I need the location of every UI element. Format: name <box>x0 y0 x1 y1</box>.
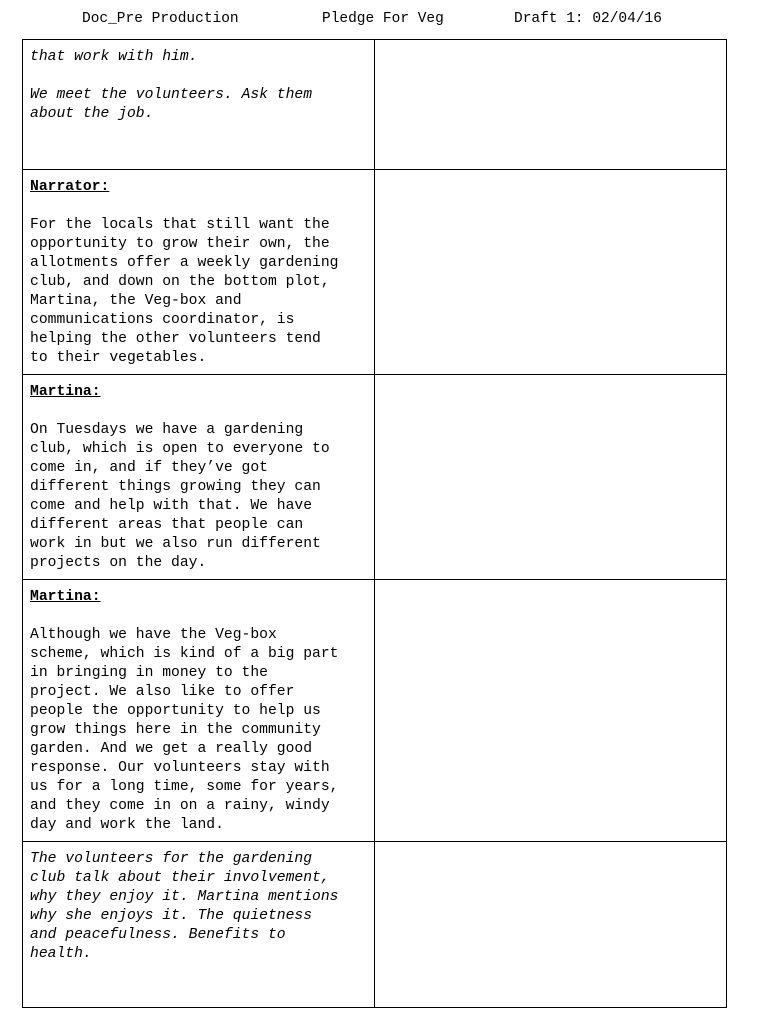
script-row <box>23 580 727 842</box>
speaker-label: Martina: <box>30 589 101 605</box>
speaker-label: Martina: <box>30 384 101 400</box>
script-row <box>23 375 727 580</box>
notes-cell <box>375 40 727 170</box>
direction-paragraph: The volunteers for the gardening club talk about their involvement, why they enjoy it. Martina mentions why she enjoys it. The quietness and peacefulness. Benefits to health. <box>30 851 339 962</box>
script-row <box>23 40 727 170</box>
direction-text <box>23 842 374 964</box>
direction-text <box>23 40 374 124</box>
script-row <box>23 842 727 1008</box>
dialogue-text: Although we have the Veg-box scheme, which is kind of a big part in bringing in money to the project. We also like to offer people the opportunity to help us grow things here in the community garden. And we get a really good response. Our volunteers stay with us for a long time, some for years, and they come in on a rainy, windy day and work the land. <box>30 627 339 833</box>
notes-cell <box>375 170 727 375</box>
script-table <box>22 39 727 1008</box>
script-cell <box>23 170 375 375</box>
notes-cell <box>375 375 727 580</box>
script-cell <box>23 580 375 842</box>
header-document-name: Doc_Pre Production <box>82 11 239 27</box>
script-cell <box>23 375 375 580</box>
script-row <box>23 170 727 375</box>
direction-paragraph: We meet the volunteers. Ask them about the job. <box>30 87 313 122</box>
dialogue-block <box>23 375 374 573</box>
dialogue-text: For the locals that still want the opportunity to grow their own, the allotments offer a weekly gardening club, and down on the bottom plot, Martina, the Veg-box and communications coordinator, is helping the other volunteers tend to their vegetables. <box>30 217 339 366</box>
header-project-title: Pledge For Veg <box>322 11 444 27</box>
speaker-label: Narrator: <box>30 179 110 195</box>
dialogue-block <box>23 170 374 368</box>
direction-paragraph: that work with him. <box>30 49 198 65</box>
script-cell <box>23 40 375 170</box>
header-draft-info: Draft 1: 02/04/16 <box>514 11 662 27</box>
script-cell <box>23 842 375 1008</box>
dialogue-text: On Tuesdays we have a gardening club, which is open to everyone to come in, and if they’ve got different things growing they can come and help with that. We have different areas that people can work in but we also run different projects on the day. <box>30 422 330 571</box>
page-header <box>0 9 761 29</box>
notes-cell <box>375 580 727 842</box>
notes-cell <box>375 842 727 1008</box>
dialogue-block <box>23 580 374 835</box>
